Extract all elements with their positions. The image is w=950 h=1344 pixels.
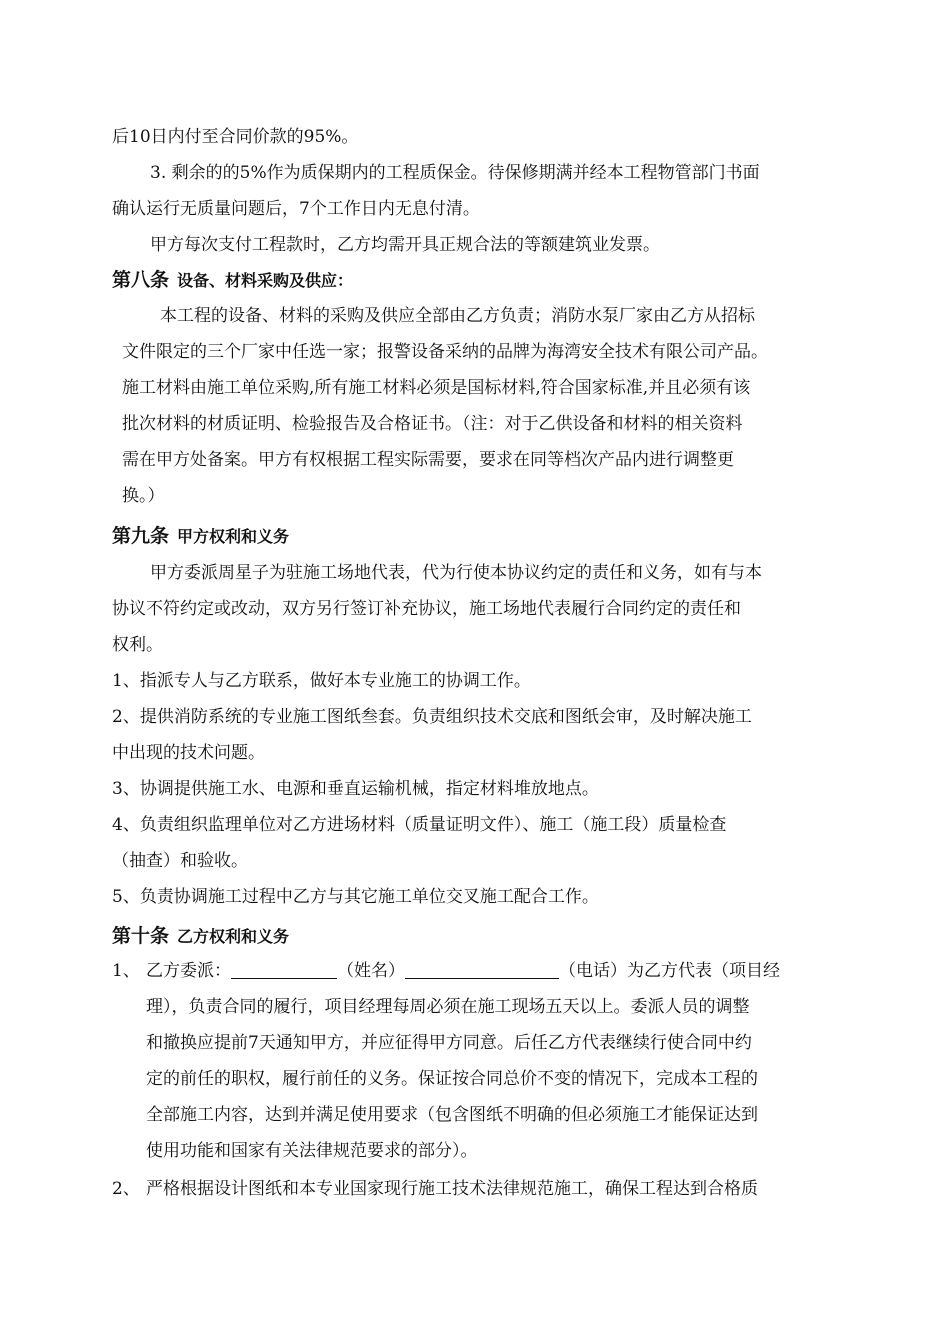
list-item: 3、协调提供施工水、电源和垂直运输机械，指定材料堆放地点。 bbox=[112, 779, 599, 799]
list-item: 5、负责协调施工过程中乙方与其它施工单位交叉施工配合工作。 bbox=[112, 887, 599, 907]
text-segment: （电话）为乙方代表（项目经 bbox=[559, 961, 780, 981]
list-item-number: 1、 bbox=[112, 961, 140, 981]
text-segment: （姓名） bbox=[337, 961, 405, 981]
text-line: 甲方委派周星子为驻施工场地代表，代为行使本协议约定的责任和义务，如有与本 bbox=[150, 563, 762, 583]
list-item: 1、指派专人与乙方联系，做好本专业施工的协调工作。 bbox=[112, 671, 531, 691]
text-line: 后10日内付至合同价款的95%。 bbox=[112, 127, 359, 147]
list-item-continuation: 中出现的技术问题。 bbox=[112, 743, 265, 763]
section-heading-9 bbox=[112, 523, 289, 550]
list-item-continuation: 定的前任的职权，履行前任的义务。保证按合同总价不变的情况下，完成本工程的 bbox=[146, 1069, 758, 1089]
list-item-number: 2、 bbox=[112, 1179, 140, 1199]
list-item: 严格根据设计图纸和本专业国家现行施工技术法律规范施工，确保工程达到合格质 bbox=[146, 1179, 758, 1199]
section-number: 第十条 bbox=[112, 925, 170, 947]
section-heading-10 bbox=[112, 923, 289, 950]
text-line: 本工程的设备、材料的采购及供应全部由乙方负责；消防水泵厂家由乙方从招标 bbox=[160, 306, 755, 326]
list-item-continuation: 理），负责合同的履行，项目经理每周必须在施工现场五天以上。委派人员的调整 bbox=[146, 997, 750, 1017]
text-line: 批次材料的材质证明、检验报告及合格证书。（注：对于乙供设备和材料的相关资料 bbox=[122, 414, 743, 434]
text-segment: 乙方委派： bbox=[146, 961, 231, 981]
list-item: 4、负责组织监理单位对乙方进场材料（质量证明文件）、施工（施工段）质量检查 bbox=[112, 815, 727, 835]
text-line: 文件限定的三个厂家中任选一家；报警设备采纳的品牌为海湾安全技术有限公司产品。 bbox=[122, 342, 768, 362]
text-line: 3. 剩余的的5%作为质保期内的工程质保金。待保修期满并经本工程物管部门书面 bbox=[150, 163, 760, 183]
list-item-continuation: 全部施工内容，达到并满足使用要求（包含图纸不明确的但必须施工才能保证达到 bbox=[146, 1105, 758, 1125]
section-number: 第八条 bbox=[112, 269, 170, 291]
section-heading-8 bbox=[112, 267, 353, 294]
text-line: 确认运行无质量问题后，7个工作日内无息付清。 bbox=[112, 199, 480, 219]
phone-blank-field[interactable] bbox=[405, 960, 559, 979]
text-line: 协议不符约定或改动，双方另行签订补充协议，施工场地代表履行合同约定的责任和 bbox=[112, 599, 741, 619]
section-title: 乙方权利和义务 bbox=[177, 927, 290, 946]
list-item-continuation: 使用功能和国家有关法律规范要求的部分）。 bbox=[146, 1141, 478, 1161]
text-line: 权利。 bbox=[112, 635, 163, 655]
list-item-continuation: 和撤换应提前7天通知甲方，并应征得甲方同意。后任乙方代表继续行使合同中约 bbox=[146, 1033, 752, 1053]
section-title: 设备、材料采购及供应： bbox=[177, 271, 354, 290]
text-line: 换。） bbox=[122, 486, 165, 506]
list-item bbox=[146, 960, 780, 982]
list-item: 2、提供消防系统的专业施工图纸叁套。负责组织技术交底和图纸会审，及时解决施工 bbox=[112, 707, 752, 727]
list-item-continuation: （抽查）和验收。 bbox=[112, 851, 248, 871]
text-line: 施工材料由施工单位采购,所有施工材料必须是国标材料,符合国家标准,并且必须有该 bbox=[122, 378, 751, 398]
text-line: 需在甲方处备案。甲方有权根据工程实际需要，要求在同等档次产品内进行调整更 bbox=[122, 450, 734, 470]
name-blank-field[interactable] bbox=[231, 960, 337, 979]
text-line: 甲方每次支付工程款时，乙方均需开具正规合法的等额建筑业发票。 bbox=[150, 235, 660, 255]
section-number: 第九条 bbox=[112, 525, 170, 547]
section-title: 甲方权利和义务 bbox=[177, 527, 290, 546]
